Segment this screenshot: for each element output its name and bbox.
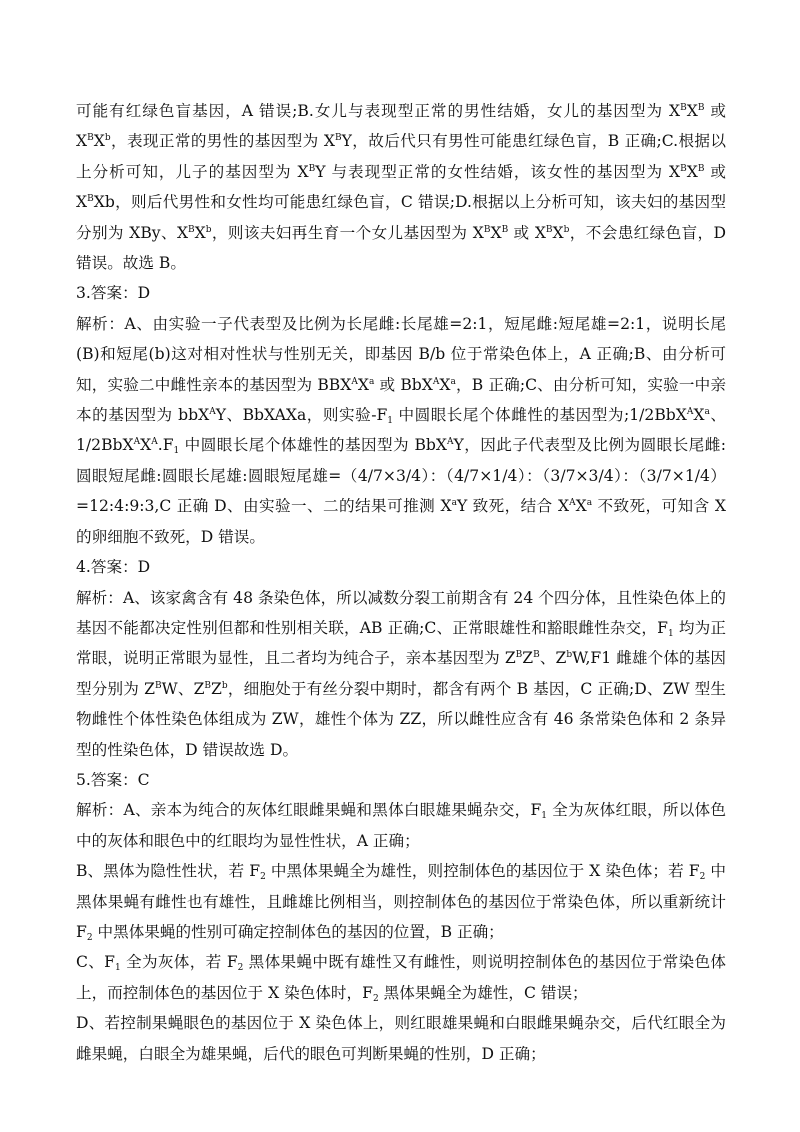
document-page <box>76 96 726 1069</box>
answer-4-heading: 4.答案：D <box>76 558 151 577</box>
answer-5-explanation-c: C、$F_1$ 全为灰体，若 $F_2$ 黑体果蝇中既有雄性又有雌性，则说明控制体色的基因位于常染色体上，而控制体色的基因位于 X 染色体时，$F_2$ 黑体果蝇全为雄性，C 错误； <box>76 953 726 1004</box>
answer-5-heading: 5.答案：C <box>76 770 150 789</box>
answer-3-heading: 3.答案：D <box>76 284 151 303</box>
answer-5-explanation-b: B、黑体为隐性性状，若 $F_2$ 中黑体果蝇全为雄性，则控制体色的基因位于 X 染色体；若 $F_2$ 中黑体果蝇有雌性也有雄性，且雌雄比例相当，则控制体色的基因位于常染色体，所以重新统计 $F_2$ 中黑体果蝇的性别可确定控制体色的基因的位置，B 正确； <box>76 862 726 943</box>
answer-5-explanation-d: D、若控制果蝇眼色的基因位于 X 染色体上，则红眼雄果蝇和白眼雌果蝇杂交，后代红眼全为雌果蝇，白眼全为雄果蝇，后代的眼色可判断果蝇的性别，D 正确； <box>76 1014 726 1063</box>
answer-5-explanation-a: 解析：A、亲本为纯合的灰体红眼雌果蝇和黑体白眼雄果蝇杂交，$F_1$ 全为灰体红眼，所以体色中的灰体和眼色中的红眼均为显性性状，A 正确； <box>76 801 726 850</box>
answer-4-explanation: 解析：A、该家禽含有 48 条染色体，所以减数分裂工前期含有 24 个四分体，且性染色体上的基因不能都决定性别但都和性别相关联，AB 正确;C、正常眼雄性和豁眼雌性杂交，$F_1$ 均为正常眼，说明正常眼为显性，且二者均为纯合子，亲本基因型为 $Z^BZ^B$、$Z^bW,F1$ 雌雄个体的基因型分别为 $Z^BW$、$Z^BZ^b$，细胞处于有丝分裂中期时，都含有两个 B 基因，C 正确;D、ZW 型生物雌性个体性染色体组成为 ZW，雄性个体为 ZZ，所以雌性应含有 46 条常染色体和 2 条异型的性染色体，D 错误故选 D。 <box>76 588 727 759</box>
paragraph-continuation: 可能有红绿色盲基因，A 错误;B.女儿与表现型正常的男性结婚，女儿的基因型为 $X^BX^B$ 或 $X^BX^b$，表现正常的男性的基因型为 $X^BY$，故后代只有男性可能患红绿色盲，B 正确;C.根据以上分析可知，儿子的基因型为 $X^BY$ 与表现型正常的女性结婚，该女性的基因型为 $X^BX^B$ 或 $X^BXb$，则后代男性和女性均可能患红绿色盲，C 错误;D.根据以上分析可知，该夫妇的基因型分别为 XBy、$X^BX^b$，则该夫妇再生育一个女儿基因型为 $X^BX^B$ 或 $X^BX^b$，不会患红绿色盲，D 错误。故选 B。 <box>76 102 727 273</box>
answer-3-explanation: 解析：A、由实验一子代表型及比例为长尾雌:长尾雄=2:1，短尾雌:短尾雄=2:1，说明长尾(B)和短尾(b)这对相对性状与性别无关，即基因 B/b 位于常染色体上，A 正确;B、由分析可知，实验二中雌性亲本的基因型为 $BBX^AX^a$ 或 $BbX^AX^a$，B 正确;C、由分析可知，实验一中亲本的基因型为 bbX$^A$Y、BbXAXa，则实验$-F_1$ 中圆眼长尾个体雌性的基因型为$;1/2BbX^AX^a$、$1/2BbX^AX^A.F_1$ 中圆眼长尾个体雄性的基因型为 BbX$^A$Y，因此子代表型及比例为圆眼长尾雌:圆眼短尾雌:圆眼长尾雄:圆眼短尾雄=（4/7×3/4）：（4/7×1/4）：（3/7×3/4）：（3/7×1/4）=12:4:9:3,C 正确 D、由实验一、二的结果可推测 $X^aY$ 致死，结合 $X^AX^a$ 不致死，可知含 X 的卵细胞不致死，D 错误。 <box>76 314 727 546</box>
